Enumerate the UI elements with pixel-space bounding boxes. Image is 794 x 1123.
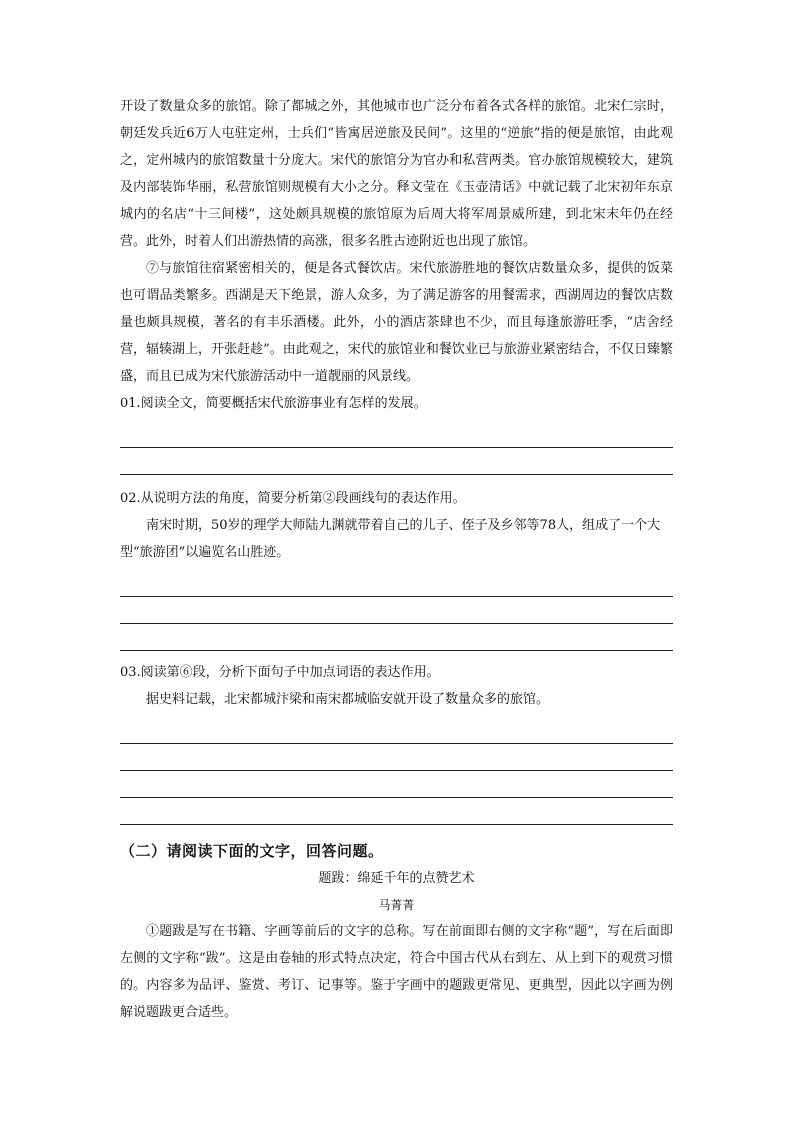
answer-line[interactable] <box>120 597 673 624</box>
article-title: 题跋：绵延千年的点赞艺术 <box>318 871 475 886</box>
question-3-quote: 据史料记载，北宋都城汴梁和南宋都城临安就开设了数量众多的旅馆。 <box>146 692 550 707</box>
answer-line[interactable] <box>120 624 673 651</box>
answer-lines-3 <box>120 717 673 825</box>
question-2-quote: 南宋时期，50岁的理学大师陆九渊就带着自己的儿子、侄子及乡邻等78人，组成了一个大型“旅游团”以遍览名山胜迹。 <box>120 518 661 560</box>
answer-line[interactable] <box>120 744 673 771</box>
article-paragraph-1: ①题跋是写在书籍、字画等前后的文字的总称。写在前面即右侧的文字称“题”，写在后面即左侧的文字称“跋”。这是由卷轴的形式特点决定，符合中国古代从右到左、从上到下的观赏习惯的。内容多为品评、鉴赏、考订、记事等。鉴于字画中的题跋更常见、更典型，因此以字画为例解说题跋更合适些。 <box>120 924 673 1020</box>
answer-line[interactable] <box>120 771 673 798</box>
answer-line[interactable] <box>120 448 673 475</box>
answer-line[interactable] <box>120 717 673 744</box>
passage-paragraph-1: 开设了数量众多的旅馆。除了都城之外，其他城市也广泛分布着各式各样的旅馆。北宋仁宗时，朝廷发兵近6万人屯驻定州，士兵们“皆寓居逆旅及民间”。这里的“逆旅”指的便是旅馆，由此观之，定州城内的旅馆数量十分庞大。宋代的旅馆分为官办和私营两类。官办旅馆规模较大，建筑及内部装饰华丽，私营旅馆则规模有大小之分。释文莹在《玉壶清话》中就记载了北宋初年东京城内的名店“十三间楼”，这处颇具规模的旅馆原为后周大将军周景威所建，到北宋末年仍在经营。此外，时着人们出游热情的高涨，很多名胜古迹附近也出现了旅馆。 <box>120 99 673 249</box>
answer-lines-1 <box>120 421 673 475</box>
answer-line[interactable] <box>120 570 673 597</box>
answer-line[interactable] <box>120 421 673 448</box>
answer-lines-2 <box>120 570 673 651</box>
passage-paragraph-7: ⑦与旅馆往宿紧密相关的，便是各式餐饮店。宋代旅游胜地的餐饮店数量众多，提供的饭菜也可谓品类繁多。西湖是天下绝景，游人众多，为了满足游客的用餐需求，西湖周边的餐饮店数量也颇具规模，著名的有丰乐酒楼。此外，小的酒店茶肆也不少，而且每逢旅游旺季，“店舍经营，辐辏湖上，开张赶趁”。由此观之，宋代的旅馆业和餐饮业已与旅游业紧密结合，不仅日臻繁盛，而且已成为宋代旅游活动中一道靓丽的风景线。 <box>120 261 673 384</box>
answer-line[interactable] <box>120 798 673 825</box>
question-2: 02.从说明方法的角度，简要分析第②段画线句的表达作用。 <box>120 491 466 506</box>
question-1: 01.阅读全文，简要概括宋代旅游事业有怎样的发展。 <box>120 396 427 411</box>
document-page <box>120 93 673 1026</box>
section-heading: （二）请阅读下面的文字，回答问题。 <box>120 842 384 860</box>
article-author: 马菁菁 <box>378 898 415 912</box>
question-3: 03.阅读第⑥段，分析下面句子中加点词语的表达作用。 <box>120 665 440 680</box>
